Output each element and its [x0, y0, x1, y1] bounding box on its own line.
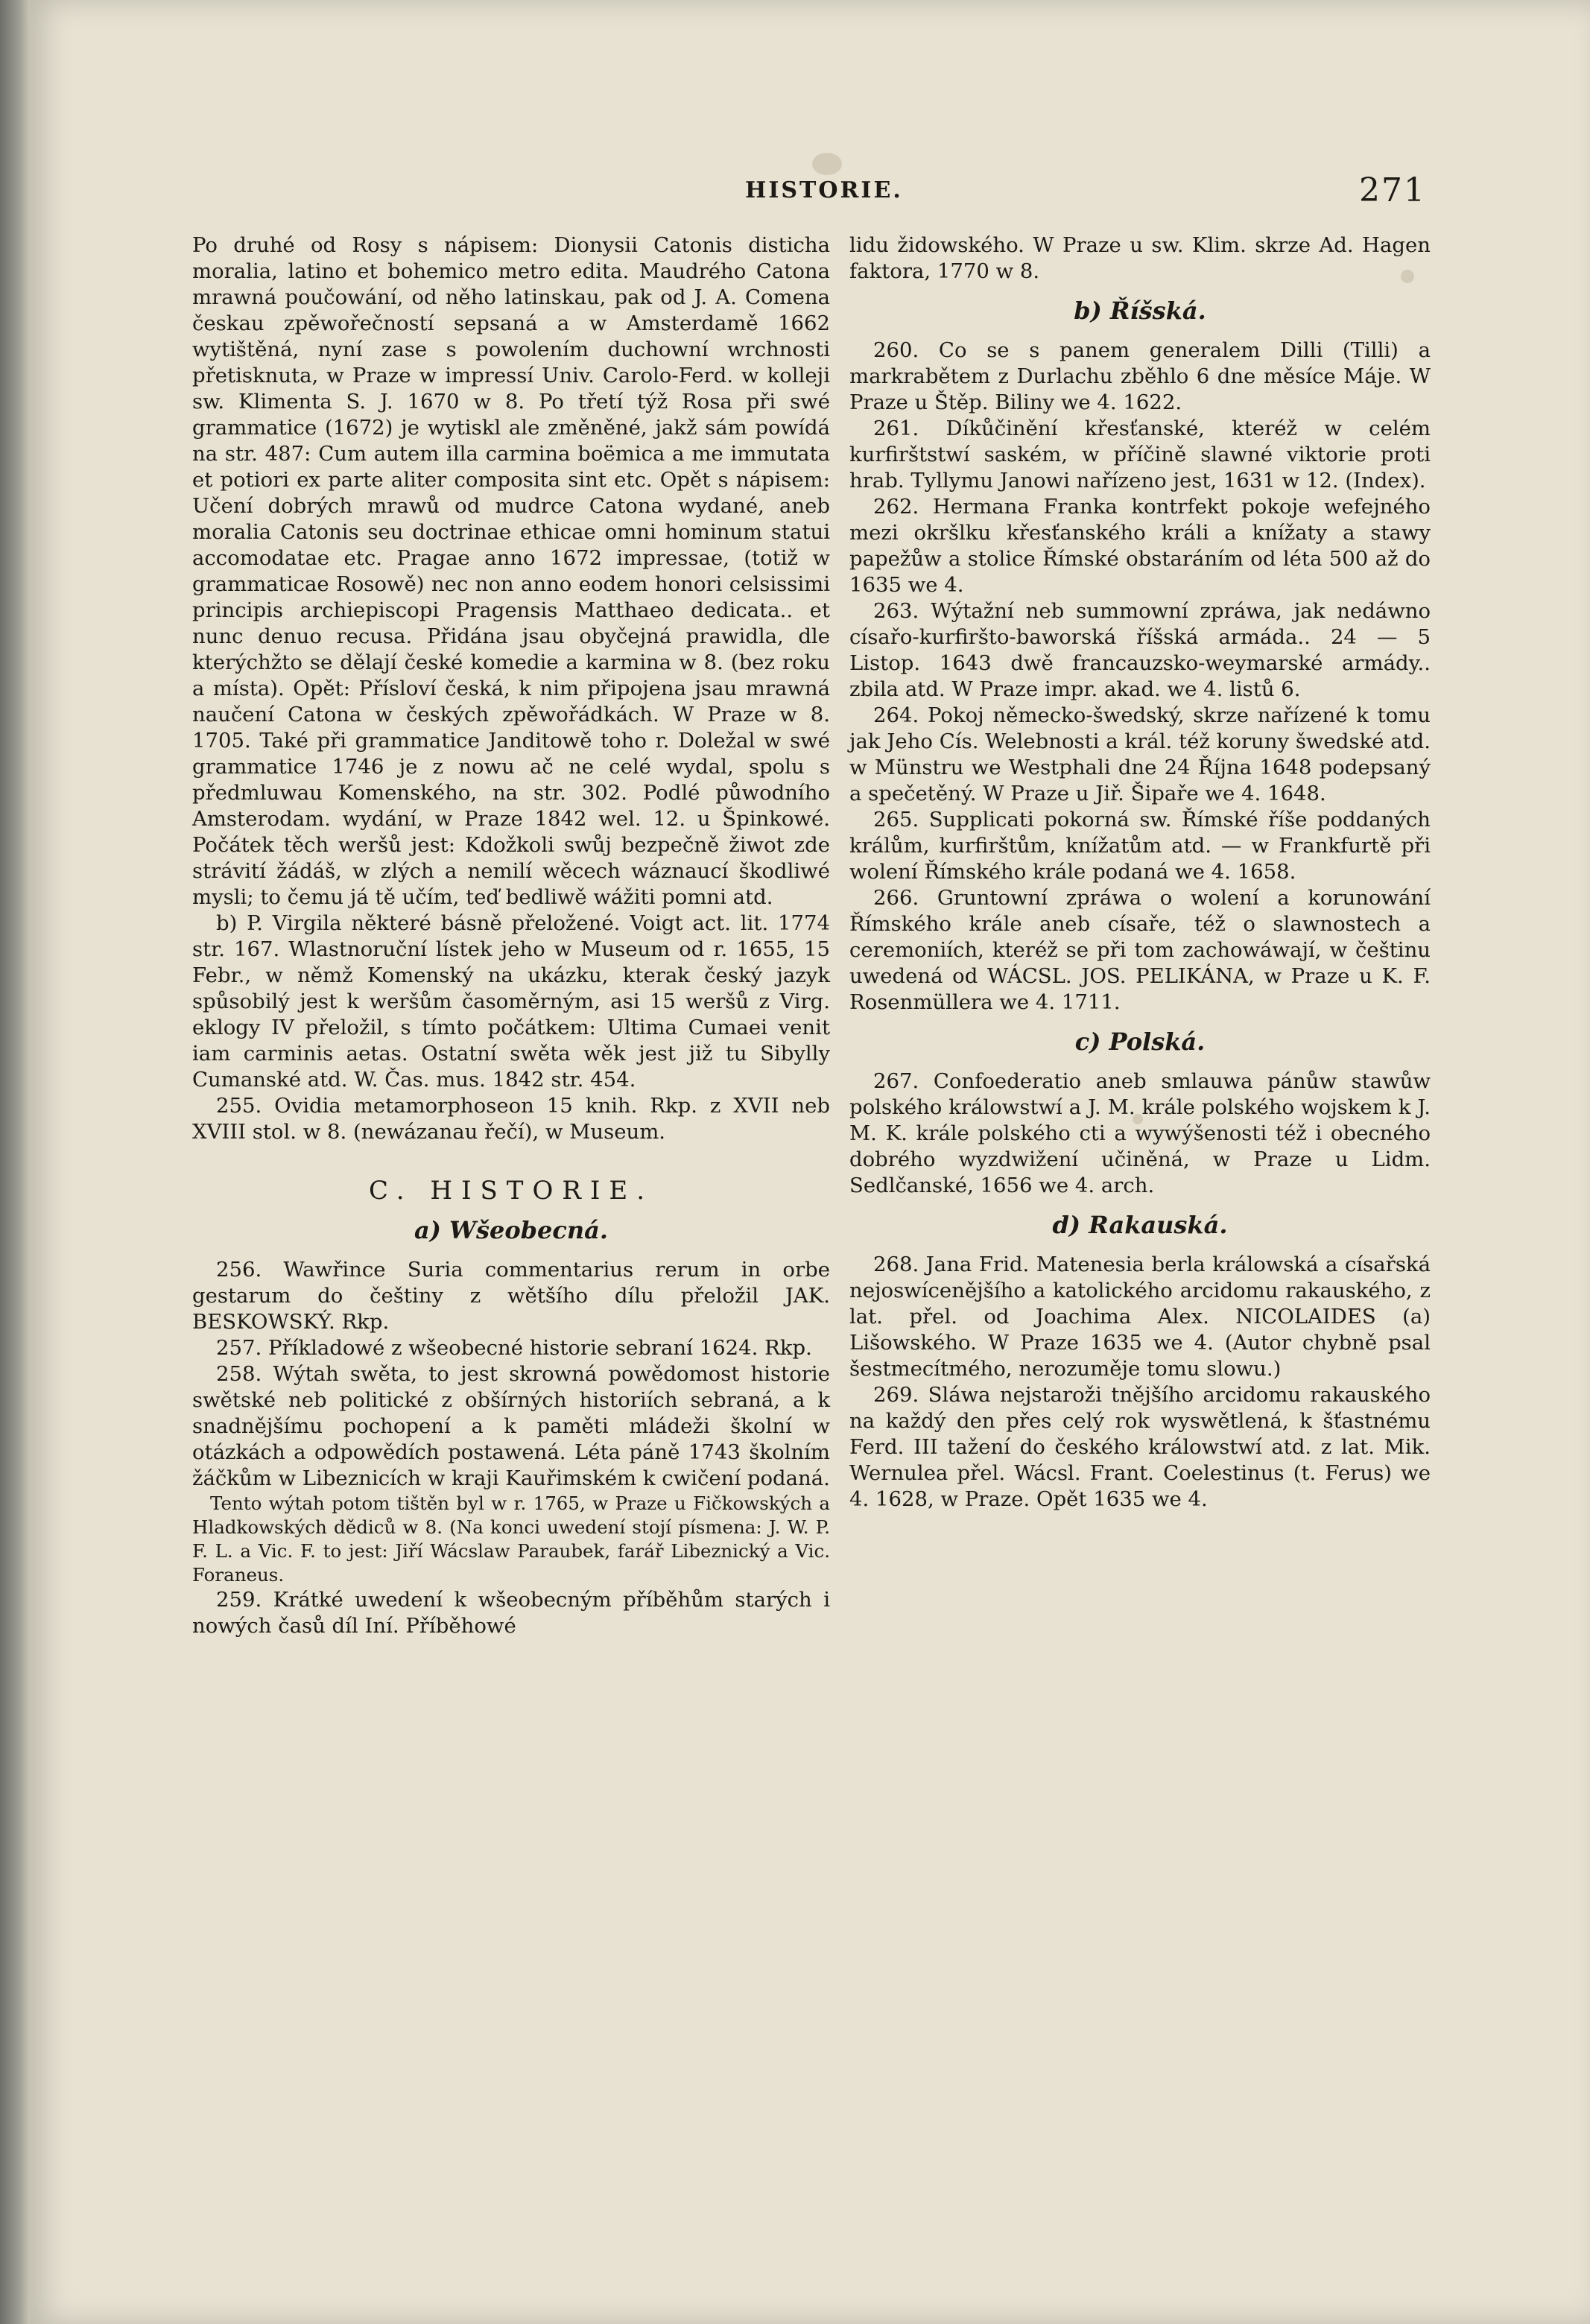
book-page: [30, 0, 1590, 2324]
entry-265: 265. Supplicati pokorná sw. Římské říše poddaných králům, kurfirštům, knížatům atd. — w Frankfurtě při wolení Římského krále podaná we 4. 1658.: [849, 808, 1431, 884]
entry-256: 256. Wawřince Suria commentarius rerum in orbe gestarum do češtiny z wětšího dílu přeložil JAK. BESKOWSKÝ. Rkp.: [192, 1258, 830, 1334]
entry-258-note: Tento wýtah potom tištěn byl w r. 1765, w Praze u Fičkowských a Hladkowských dědiců w 8. (Na konci uwedení stojí písmena: J. W. P. F. L. a Vic. F. to jest: Jiří Wácslaw Paraubek, farář Libeznický a Vic. Foraneus.: [192, 1492, 830, 1586]
left-column: [192, 232, 830, 1639]
paragraph-virgil: b) P. Virgila některé básně přeložené. Voigt act. lit. 1774 str. 167. Wlastnoruční lístek jeho w Museum od r. 1655, 15 Febr., w němž Komenský na ukázku, kterak český jazyk spůsobilý jest k weršům časoměrným, asi 15 weršů z Virg. eklogy IV přeložil, s tímto počátkem: Ultima Cumaei venit iam carminis aetas. Ostatní swěta wěk jest již tu Sibylly Cumanské atd. W. Čas. mus. 1842 str. 454.: [192, 911, 830, 1092]
entry-255: 255. Ovidia metamorphoseon 15 knih. Rkp. z XVII neb XVIII stol. w 8. (newázanau řečí), w Museum.: [192, 1094, 830, 1144]
entry-257: 257. Příkladowé z wšeobecné historie sebraní 1624. Rkp.: [216, 1336, 812, 1360]
entry-262: 262. Hermana Franka kontrfekt pokoje wefejného mezi okršlku křesťanského králi a knížaty a stawy papežůw a stolice Římské obstaráním od léta 500 až do 1635 we 4.: [849, 495, 1431, 597]
subheading-risska: b) Říšská.: [1074, 297, 1206, 325]
entry-259: 259. Krátké uwedení k wšeobecným příběhům starých i nowých časů díl Iní. Příběhowé: [192, 1588, 830, 1638]
subheading-polska: c) Polská.: [1074, 1028, 1206, 1056]
page-header: [30, 171, 1590, 216]
paragraph-cato-editions: Po druhé od Rosy s nápisem: Dionysii Catonis disticha moralia, latino et bohemico metro edita. Maudrého Catona mrawná poučowání, od něho latinskau, pak od J. A. Comena českau zpěwořečností sepsaná a w Amsterdamě 1662 wytištěná, nyní zase s powolením duchowní wrchnosti přetisknuta, w Praze w impressí Univ. Carolo-Ferd. w kolleji sw. Klimenta S. J. 1670 w 8. Po třetí týž Rosa při swé grammatice (1672) je wytiskl ale změněné, jakž sám powídá na str. 487: Cum autem illa carmina boëmica a me immutata et potiori ex parte aliter composita sint etc. Opět s nápisem: Učení dobrých mrawů od mudrce Catona wydané, aneb moralia Catonis seu doctrinae ethicae omni hominum statui accomodatae etc. Pragae anno 1672 impressae, (totiž w grammaticae Rosowě) nec non anno eodem honori celsissimi principis archiepiscopi Pragensis Matthaeo dedicata.. et nunc denuo recusa. Přidána jsau obyčejná prawidla, dle kterýchžto se dělají české komedie a karmina w 8. (bez roku a místa). Opět: Přísloví česká, k nim připojena jsau mrawná naučení Catona w českých zpěwořádkách. W Praze w 8. 1705. Také při grammatice Janditowě toho r. Doležal w swé grammatice 1746 je z nowu ač ne celé wydal, spolu s předmluwau Komenského, na str. 302. Podlé půwodního Amsterodam. wydání, w Praze 1842 wel. 12. u Špinkowé. Počátek těch weršů jest: Kdožkoli swůj bezpečně žiwot zde strávití žádáš, w zlých a nemilí wěcech wáznaucí škodliwé mysli; to čemu já tě učím, teď bedliwě wážiti pomni atd.: [192, 233, 830, 909]
running-head: HISTORIE.: [745, 177, 903, 203]
entry-264: 264. Pokoj německo-šwedský, skrze nařízené k tomu jak Jeho Cís. Welebnosti a král. též koruny šwedské atd. w Münstru we Westphali dne 24 Října 1648 podepsaný a spečetěný. W Praze u Jiř. Šipaře we 4. 1648.: [849, 703, 1431, 805]
paragraph-continuation: lidu židowského. W Praze u sw. Klim. skrze Ad. Hagen faktora, 1770 w 8.: [849, 233, 1431, 283]
entry-266: 266. Gruntowní zpráwa o wolení a korunowání Římského krále aneb císaře, též o slawnostech a ceremoniích, kteréž se při tom zachowáwají, w češtinu uwedená od WÁCSL. JOS. PELIKÁNA, w Praze u K. F. Rosenmüllera we 4. 1711.: [849, 886, 1431, 1014]
entry-269: 269. Sláwa nejstaroži tnějšího arcidomu rakauského na každý den přes celý rok wyswětlená, k šťastnému Ferd. III tažení do českého králowstwí atd. z lat. Mik. Wernulea přel. Wácsl. Frant. Coelestinus (t. Ferus) we 4. 1628, w Praze. Opět 1635 we 4.: [849, 1383, 1431, 1511]
page-number: 271: [1359, 171, 1426, 209]
entry-263: 263. Wýtažní neb summowní zpráwa, jak nedáwno císařo-kurfiršto-baworská říšská armáda.. 24 — 5 Listop. 1643 dwě francauzsko-weymarské armády.. zbila atd. W Praze impr. akad. we 4. listů 6.: [849, 599, 1431, 701]
right-column: [849, 232, 1431, 1513]
subheading-rakauska: d) Rakauská.: [1052, 1211, 1228, 1239]
subheading-wseobecna: a) Wšeobecná.: [414, 1216, 609, 1244]
entry-268: 268. Jana Frid. Matenesia berla králowská a císařská nejoswícenějšího a katolického arcidomu rakauského, z lat. přel. od Joachima Alex. NICOLAIDES (a) Lišowského. W Praze 1635 we 4. (Autor chybně psal šestmecítmého, nerozuměje tomu slowu.): [849, 1253, 1431, 1381]
entry-260: 260. Co se s panem generalem Dilli (Tilli) a markrabětem z Durlachu zběhlo 6 dne měsíce Máje. W Praze u Štěp. Biliny we 4. 1622.: [849, 338, 1431, 414]
entry-267: 267. Confoederatio aneb smlauwa pánůw stawůw polského králowstwí a J. M. krále polského wojskem k J. M. K. krále polského cti a wywýšenosti též i obecného dobrého wyzdwižení učiněná, w Praze u Lidm. Sedlčanské, 1656 we 4. arch.: [849, 1069, 1431, 1197]
entry-258: 258. Wýtah swěta, to jest skrowná powědomost historie swětské neb politické z obšírných historiích sebraná, a k snadnějšímu pochopení a k paměti mládeži školní w otázkách a odpowědích postawená. Léta páně 1743 školním žáčkům w Libeznicích w kraji Kauřimském k cwičení podaná.: [192, 1362, 830, 1490]
entry-261: 261. Díkůčinění křesťanské, kteréž w celém kurfirštstwí saském, w příčině slawné viktorie proti hrab. Tyllymu Janowi nařízeno jest, 1631 w 12. (Index).: [849, 417, 1431, 493]
page-edge-shadow: [0, 0, 30, 2324]
section-title-historie: C. HISTORIE.: [369, 1176, 653, 1206]
